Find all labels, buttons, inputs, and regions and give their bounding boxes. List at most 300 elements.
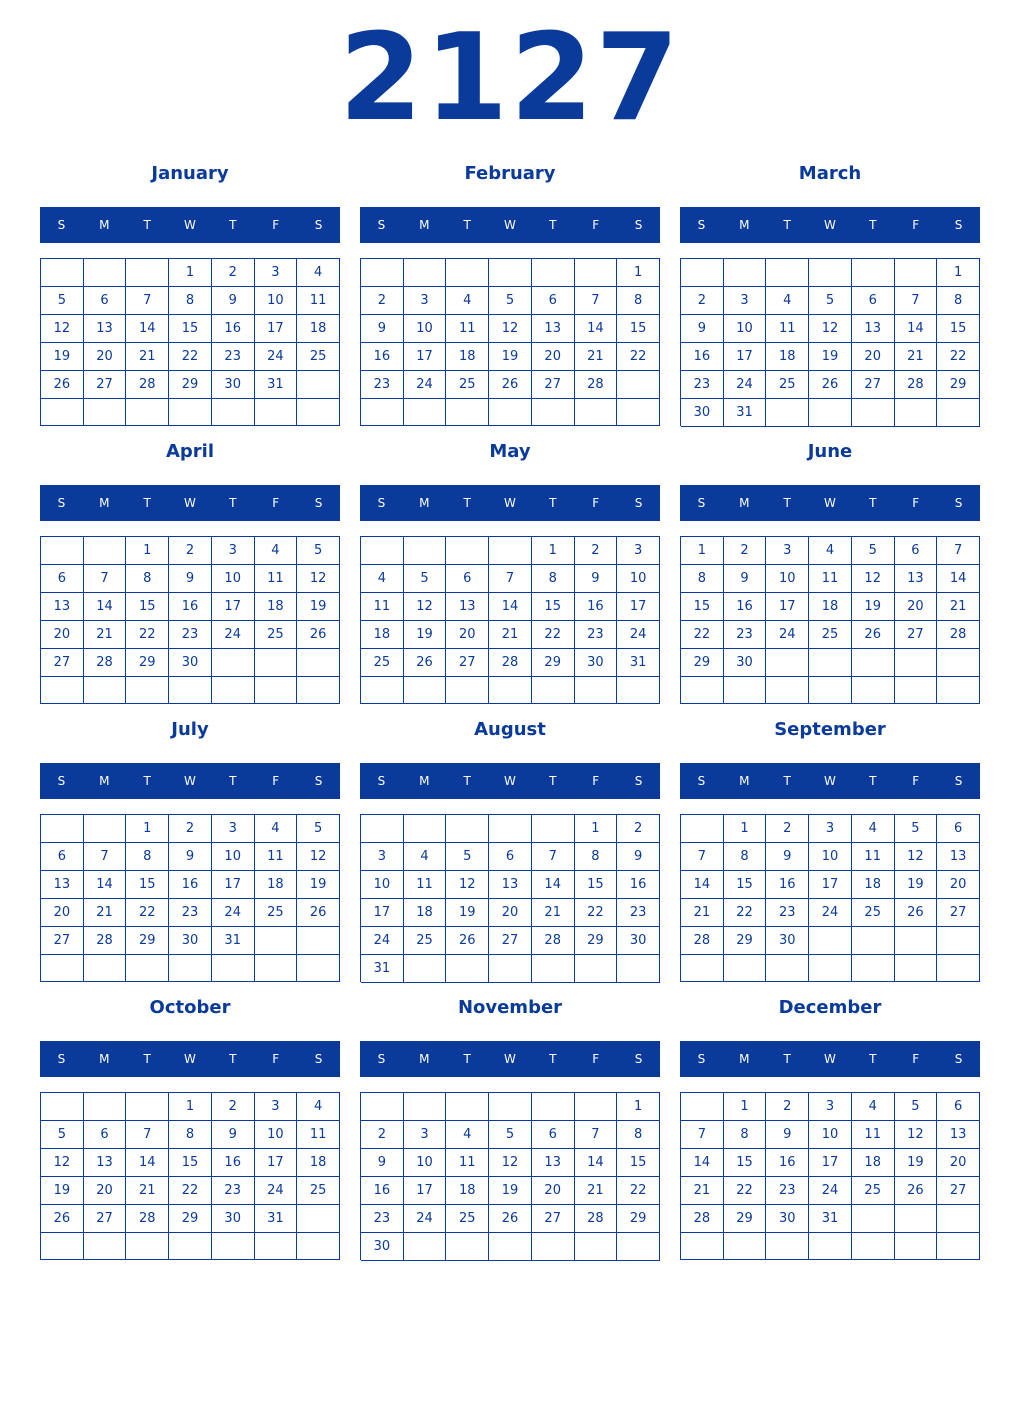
day-cell: 31 [361, 955, 404, 983]
day-cell: 7 [937, 537, 980, 565]
day-cell: 30 [575, 649, 618, 677]
empty-cell [446, 955, 489, 983]
day-cell: 19 [41, 1177, 84, 1205]
weekday-label: S [57, 1052, 66, 1066]
weekday-label: W [184, 1052, 196, 1066]
empty-cell [895, 955, 938, 982]
weekday-label: S [697, 218, 706, 232]
day-cell: 3 [404, 287, 447, 315]
empty-cell [212, 955, 255, 982]
day-cell: 4 [446, 287, 489, 315]
empty-cell [84, 1093, 127, 1121]
day-cell: 10 [809, 1121, 852, 1149]
day-cell: 25 [297, 1177, 340, 1205]
day-cell: 13 [532, 1149, 575, 1177]
day-cell: 19 [809, 343, 852, 371]
months-grid [40, 155, 980, 1267]
empty-cell [852, 1233, 895, 1260]
month-name: December [778, 997, 882, 1018]
day-cell: 24 [212, 621, 255, 649]
day-cell: 24 [724, 371, 767, 399]
weekday-label: T [783, 218, 791, 232]
empty-cell [852, 927, 895, 955]
empty-cell [895, 399, 938, 427]
day-cell: 1 [617, 1093, 660, 1121]
day-cell: 7 [681, 1121, 724, 1149]
day-cell: 10 [255, 1121, 298, 1149]
empty-cell [212, 677, 255, 704]
empty-cell [41, 537, 84, 565]
day-cell: 2 [766, 815, 809, 843]
year-title: 2127 [339, 9, 681, 148]
day-cell: 15 [617, 315, 660, 343]
day-cell: 1 [532, 537, 575, 565]
empty-cell [937, 399, 980, 427]
day-cell: 28 [895, 371, 938, 399]
day-cell: 29 [724, 927, 767, 955]
empty-cell [766, 955, 809, 982]
day-cell: 25 [446, 1205, 489, 1233]
day-cell: 24 [809, 1177, 852, 1205]
day-cell: 9 [575, 565, 618, 593]
day-cell: 17 [809, 871, 852, 899]
month-may [360, 433, 660, 711]
day-cell: 3 [255, 1093, 298, 1121]
day-cell: 29 [617, 1205, 660, 1233]
weekday-label: T [463, 218, 471, 232]
empty-cell [852, 677, 895, 704]
day-cell: 2 [681, 287, 724, 315]
day-cell: 22 [169, 343, 212, 371]
day-cell: 4 [361, 565, 404, 593]
empty-cell [297, 677, 340, 704]
day-cell: 6 [446, 565, 489, 593]
weekday-label: T [549, 496, 557, 510]
month-june [680, 433, 980, 711]
day-cell: 1 [169, 259, 212, 287]
empty-cell [84, 537, 127, 565]
empty-cell [532, 815, 575, 843]
weekday-header [680, 485, 980, 521]
day-grid [360, 258, 660, 426]
weekday-label: S [954, 496, 963, 510]
empty-cell [297, 1233, 340, 1260]
day-cell: 14 [126, 315, 169, 343]
weekday-label: T [143, 218, 151, 232]
day-cell: 21 [84, 899, 127, 927]
empty-cell [681, 955, 724, 982]
empty-cell [446, 1093, 489, 1121]
empty-cell [575, 259, 618, 287]
weekday-label: S [954, 218, 963, 232]
day-cell: 16 [169, 871, 212, 899]
empty-cell [809, 927, 852, 955]
empty-cell [937, 955, 980, 982]
day-cell: 17 [361, 899, 404, 927]
day-cell: 30 [212, 371, 255, 399]
day-cell: 22 [126, 621, 169, 649]
weekday-label: T [229, 496, 237, 510]
day-cell: 22 [617, 343, 660, 371]
day-cell: 13 [41, 871, 84, 899]
day-cell: 6 [532, 287, 575, 315]
empty-cell [41, 1233, 84, 1260]
empty-cell [297, 1205, 340, 1233]
day-cell: 10 [255, 287, 298, 315]
day-cell: 9 [766, 1121, 809, 1149]
weekday-label: W [824, 496, 836, 510]
empty-cell [617, 399, 660, 426]
day-grid [40, 536, 340, 704]
day-cell: 29 [681, 649, 724, 677]
day-cell: 15 [937, 315, 980, 343]
day-cell: 18 [766, 343, 809, 371]
weekday-label: S [57, 218, 66, 232]
month-name: September [774, 719, 886, 740]
day-cell: 23 [361, 1205, 404, 1233]
day-cell: 16 [212, 1149, 255, 1177]
empty-cell [41, 399, 84, 426]
day-cell: 15 [169, 1149, 212, 1177]
weekday-label: M [419, 1052, 430, 1066]
day-cell: 20 [852, 343, 895, 371]
day-cell: 17 [212, 871, 255, 899]
day-cell: 5 [852, 537, 895, 565]
weekday-label: S [377, 218, 386, 232]
empty-cell [126, 399, 169, 426]
day-cell: 8 [724, 1121, 767, 1149]
day-cell: 14 [681, 871, 724, 899]
empty-cell [404, 677, 447, 704]
month-february [360, 155, 660, 433]
day-cell: 10 [212, 843, 255, 871]
day-cell: 29 [126, 649, 169, 677]
month-name: August [474, 719, 546, 740]
day-cell: 18 [297, 315, 340, 343]
day-cell: 8 [617, 287, 660, 315]
weekday-header [680, 763, 980, 799]
empty-cell [255, 677, 298, 704]
day-cell: 19 [404, 621, 447, 649]
day-cell: 18 [255, 871, 298, 899]
day-cell: 21 [681, 899, 724, 927]
empty-cell [937, 1205, 980, 1233]
day-cell: 27 [895, 621, 938, 649]
day-cell: 8 [617, 1121, 660, 1149]
day-cell: 26 [895, 899, 938, 927]
day-cell: 24 [617, 621, 660, 649]
weekday-label: S [634, 1052, 643, 1066]
day-cell: 24 [361, 927, 404, 955]
weekday-label: T [869, 496, 877, 510]
month-name: June [807, 441, 853, 462]
day-cell: 16 [361, 1177, 404, 1205]
empty-cell [895, 677, 938, 704]
weekday-header [360, 207, 660, 243]
day-cell: 14 [84, 593, 127, 621]
month-name: November [457, 997, 563, 1018]
empty-cell [404, 1233, 447, 1261]
day-cell: 25 [766, 371, 809, 399]
day-cell: 13 [852, 315, 895, 343]
day-cell: 13 [41, 593, 84, 621]
weekday-label: T [783, 774, 791, 788]
day-cell: 26 [404, 649, 447, 677]
empty-cell [489, 1233, 532, 1261]
day-cell: 19 [489, 343, 532, 371]
weekday-label: M [99, 774, 110, 788]
weekday-label: F [912, 496, 920, 510]
weekday-label: F [912, 1052, 920, 1066]
empty-cell [724, 259, 767, 287]
day-cell: 21 [532, 899, 575, 927]
day-cell: 2 [361, 287, 404, 315]
empty-cell [126, 677, 169, 704]
weekday-label: M [739, 1052, 750, 1066]
day-cell: 21 [84, 621, 127, 649]
day-cell: 21 [126, 343, 169, 371]
weekday-label: S [697, 496, 706, 510]
weekday-label: W [824, 774, 836, 788]
day-cell: 2 [724, 537, 767, 565]
day-cell: 26 [489, 371, 532, 399]
day-cell: 31 [255, 371, 298, 399]
day-grid [40, 258, 340, 426]
day-cell: 9 [169, 565, 212, 593]
day-cell: 19 [489, 1177, 532, 1205]
weekday-label: T [869, 774, 877, 788]
day-cell: 4 [766, 287, 809, 315]
day-cell: 26 [852, 621, 895, 649]
month-november [360, 989, 660, 1267]
weekday-label: S [634, 218, 643, 232]
empty-cell [297, 399, 340, 426]
month-name: January [151, 163, 229, 184]
day-cell: 19 [895, 871, 938, 899]
day-cell: 14 [84, 871, 127, 899]
day-cell: 30 [766, 927, 809, 955]
day-cell: 30 [169, 649, 212, 677]
day-grid [680, 258, 980, 426]
weekday-label: S [57, 774, 66, 788]
weekday-label: M [739, 218, 750, 232]
day-cell: 13 [532, 315, 575, 343]
empty-cell [404, 537, 447, 565]
weekday-header [360, 763, 660, 799]
day-cell: 9 [617, 843, 660, 871]
day-cell: 4 [852, 1093, 895, 1121]
empty-cell [255, 399, 298, 426]
day-cell: 6 [84, 1121, 127, 1149]
empty-cell [489, 537, 532, 565]
day-cell: 14 [937, 565, 980, 593]
empty-cell [575, 955, 618, 983]
month-december [680, 989, 980, 1267]
empty-cell [41, 955, 84, 982]
day-cell: 1 [575, 815, 618, 843]
day-cell: 29 [126, 927, 169, 955]
day-cell: 30 [169, 927, 212, 955]
day-cell: 22 [617, 1177, 660, 1205]
day-cell: 19 [446, 899, 489, 927]
day-cell: 7 [84, 843, 127, 871]
day-cell: 6 [41, 565, 84, 593]
empty-cell [169, 399, 212, 426]
day-cell: 5 [895, 815, 938, 843]
month-name: April [165, 441, 215, 462]
month-march [680, 155, 980, 433]
day-cell: 20 [41, 899, 84, 927]
weekday-header [40, 207, 340, 243]
day-cell: 16 [575, 593, 618, 621]
weekday-label: T [869, 218, 877, 232]
empty-cell [532, 1233, 575, 1261]
day-cell: 20 [937, 1149, 980, 1177]
day-cell: 14 [532, 871, 575, 899]
day-cell: 2 [212, 259, 255, 287]
day-cell: 6 [41, 843, 84, 871]
empty-cell [895, 649, 938, 677]
day-cell: 11 [297, 287, 340, 315]
day-cell: 5 [446, 843, 489, 871]
day-cell: 21 [575, 343, 618, 371]
day-cell: 10 [617, 565, 660, 593]
day-cell: 11 [255, 843, 298, 871]
day-cell: 17 [766, 593, 809, 621]
day-cell: 10 [404, 1149, 447, 1177]
empty-cell [617, 955, 660, 983]
day-cell: 4 [255, 537, 298, 565]
day-cell: 5 [489, 287, 532, 315]
day-cell: 14 [895, 315, 938, 343]
day-cell: 5 [895, 1093, 938, 1121]
day-cell: 7 [126, 1121, 169, 1149]
weekday-header [40, 485, 340, 521]
day-cell: 20 [532, 1177, 575, 1205]
day-cell: 16 [766, 1149, 809, 1177]
day-cell: 27 [937, 899, 980, 927]
day-cell: 23 [617, 899, 660, 927]
day-cell: 18 [446, 1177, 489, 1205]
empty-cell [532, 259, 575, 287]
empty-cell [169, 955, 212, 982]
day-cell: 18 [852, 871, 895, 899]
day-cell: 31 [809, 1205, 852, 1233]
weekday-label: F [272, 1052, 280, 1066]
day-cell: 17 [404, 1177, 447, 1205]
day-cell: 10 [404, 315, 447, 343]
empty-cell [446, 677, 489, 704]
weekday-label: S [634, 496, 643, 510]
empty-cell [532, 399, 575, 426]
day-cell: 31 [255, 1205, 298, 1233]
weekday-header [40, 763, 340, 799]
day-cell: 12 [297, 565, 340, 593]
empty-cell [126, 259, 169, 287]
day-cell: 28 [84, 927, 127, 955]
weekday-label: M [419, 496, 430, 510]
day-cell: 20 [84, 343, 127, 371]
day-cell: 10 [809, 843, 852, 871]
day-cell: 27 [489, 927, 532, 955]
day-cell: 11 [297, 1121, 340, 1149]
day-cell: 18 [446, 343, 489, 371]
empty-cell [532, 1093, 575, 1121]
day-cell: 3 [809, 1093, 852, 1121]
day-cell: 11 [446, 315, 489, 343]
day-cell: 16 [724, 593, 767, 621]
weekday-label: F [592, 774, 600, 788]
month-september [680, 711, 980, 989]
day-cell: 20 [446, 621, 489, 649]
day-cell: 11 [766, 315, 809, 343]
day-cell: 9 [212, 1121, 255, 1149]
weekday-label: M [739, 496, 750, 510]
empty-cell [809, 649, 852, 677]
day-cell: 26 [41, 371, 84, 399]
day-cell: 8 [126, 843, 169, 871]
day-cell: 29 [169, 1205, 212, 1233]
empty-cell [404, 259, 447, 287]
day-grid [40, 814, 340, 982]
day-cell: 29 [575, 927, 618, 955]
empty-cell [255, 927, 298, 955]
weekday-label: T [869, 1052, 877, 1066]
day-cell: 15 [169, 315, 212, 343]
day-cell: 28 [489, 649, 532, 677]
day-cell: 10 [766, 565, 809, 593]
day-cell: 25 [446, 371, 489, 399]
day-cell: 1 [724, 815, 767, 843]
day-cell: 12 [446, 871, 489, 899]
day-cell: 7 [84, 565, 127, 593]
weekday-label: S [697, 774, 706, 788]
weekday-label: W [504, 218, 516, 232]
weekday-label: F [272, 218, 280, 232]
day-cell: 13 [895, 565, 938, 593]
weekday-header [40, 1041, 340, 1077]
weekday-label: T [463, 1052, 471, 1066]
weekday-label: W [504, 496, 516, 510]
day-cell: 17 [724, 343, 767, 371]
empty-cell [84, 955, 127, 982]
day-cell: 2 [766, 1093, 809, 1121]
day-cell: 14 [575, 1149, 618, 1177]
day-cell: 25 [852, 899, 895, 927]
empty-cell [361, 677, 404, 704]
month-april [40, 433, 340, 711]
day-cell: 21 [126, 1177, 169, 1205]
empty-cell [489, 399, 532, 426]
day-cell: 12 [489, 1149, 532, 1177]
weekday-label: T [143, 1052, 151, 1066]
day-cell: 18 [361, 621, 404, 649]
weekday-label: W [184, 774, 196, 788]
empty-cell [809, 677, 852, 704]
day-grid [680, 1092, 980, 1260]
weekday-label: M [99, 1052, 110, 1066]
day-cell: 20 [489, 899, 532, 927]
weekday-label: M [99, 218, 110, 232]
weekday-label: T [463, 774, 471, 788]
day-cell: 19 [41, 343, 84, 371]
day-cell: 8 [532, 565, 575, 593]
day-cell: 22 [169, 1177, 212, 1205]
day-cell: 12 [809, 315, 852, 343]
day-cell: 17 [809, 1149, 852, 1177]
day-cell: 23 [724, 621, 767, 649]
day-cell: 31 [617, 649, 660, 677]
